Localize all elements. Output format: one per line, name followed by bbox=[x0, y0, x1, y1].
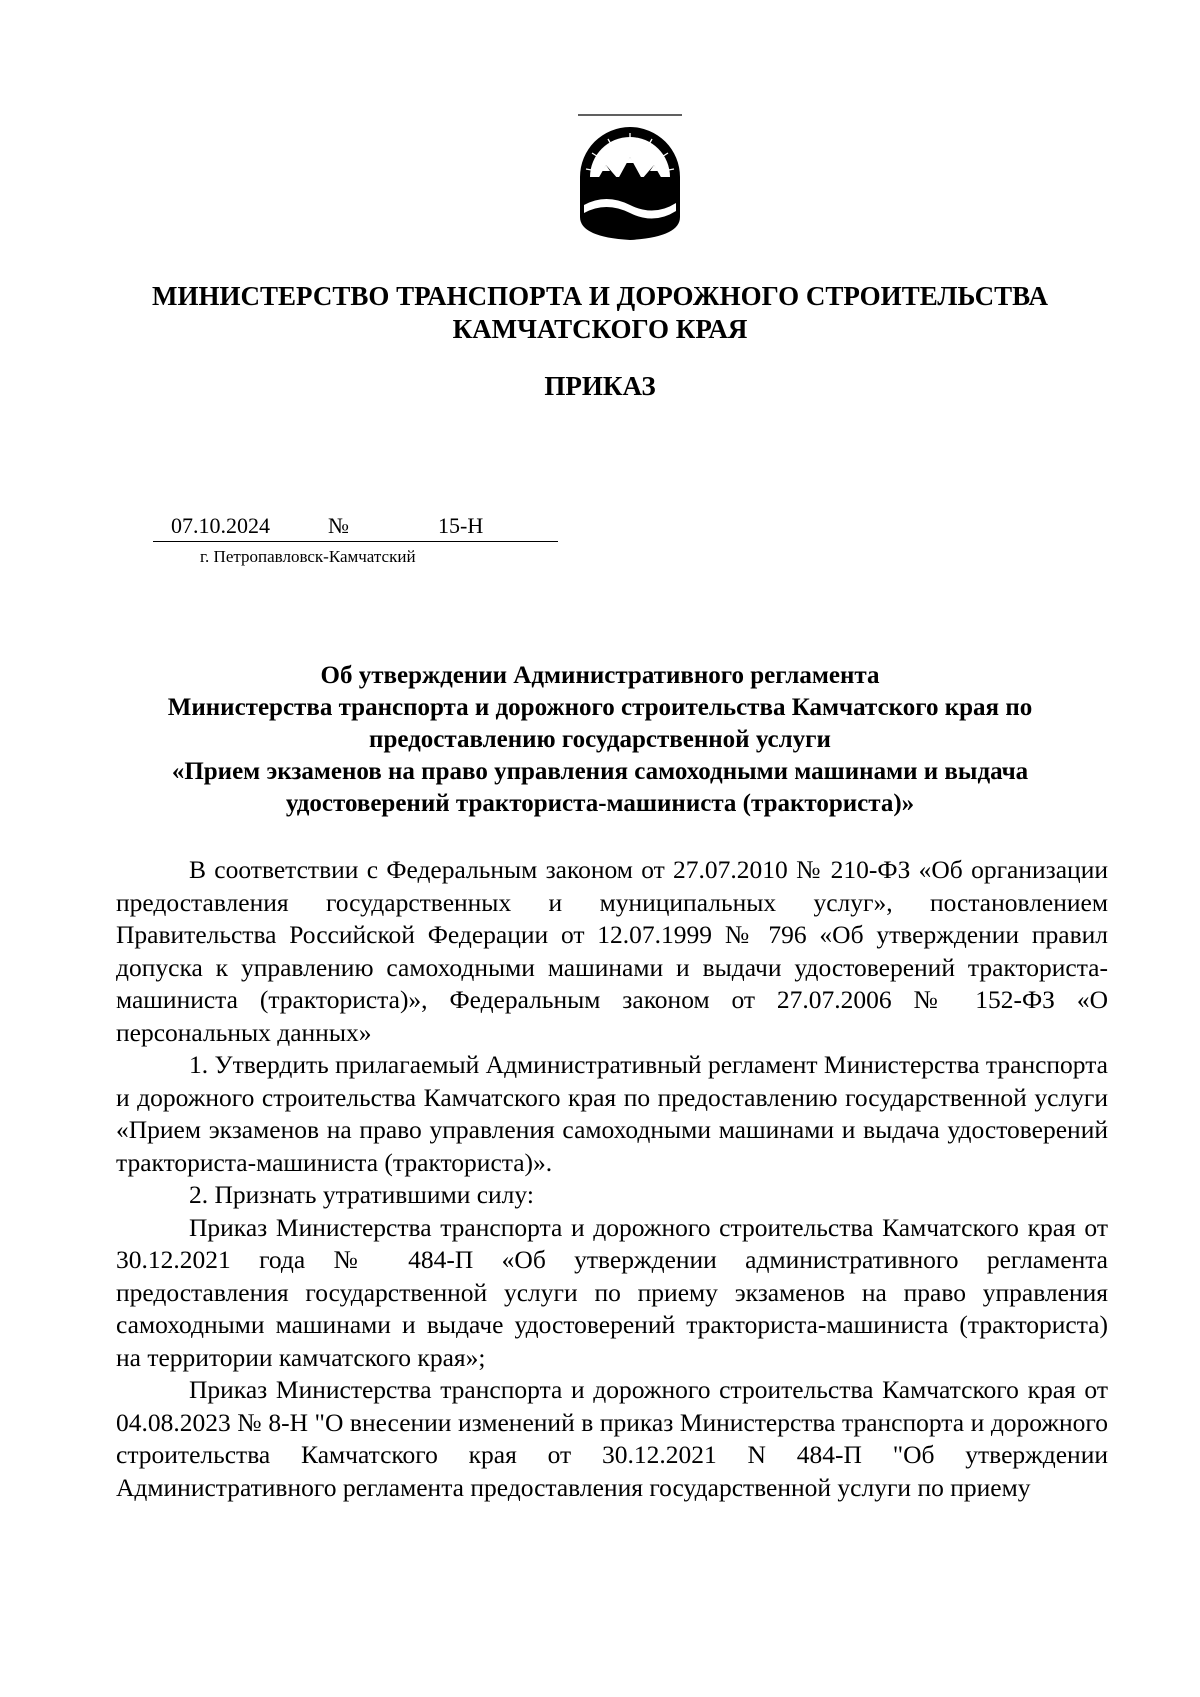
repealed-order-2-paragraph: Приказ Министерства транспорта и дорожного строительства Камчатского края от 04.08.2023 № 8-Н "О внесении изменений в приказ Министерства транспорта и дорожного строительства Камчатского края от 30.12.2021 N 484-П "Об утверждении Административного регламента предоставления государственной услуги по приему bbox=[116, 1375, 1108, 1502]
item-2-paragraph: 2. Признать утратившими силу: bbox=[189, 1180, 534, 1209]
subject-line-1: Об утверждении Административного регламента bbox=[320, 662, 880, 689]
preamble-paragraph: В соответствии с Федеральным законом от 27.07.2010 № 210-ФЗ «Об организации предоставления государственных и муниципальных услуг», постановлением Правительства Российской Федерации от 12.07.1999 № 796 «Об утверждении правил допуска к управлению самоходными машинами и выдачи удостоверений тракториста-машиниста (тракториста)», Федеральным законом от 27.07.2006 № 152-ФЗ «О персональных данных» bbox=[116, 855, 1108, 1047]
ministry-line-1: МИНИСТЕРСТВО ТРАНСПОРТА И ДОРОЖНОГО СТРОИТЕЛЬСТВА bbox=[152, 281, 1048, 311]
item-1-paragraph: 1. Утвердить прилагаемый Административный регламент Министерства транспорта и дорожного строительства Камчатского края по предоставлению государственной услуги «Прием экзаменов на право управления самоходными машинами и выдача удостоверений тракториста-машиниста (тракториста)». bbox=[116, 1050, 1108, 1177]
kamchatka-coat-of-arms-icon bbox=[576, 113, 684, 241]
repealed-order-1-paragraph: Приказ Министерства транспорта и дорожного строительства Камчатского края от 30.12.2021 года № 484-П «Об утверждении административного регламента предоставления государственной услуги по приему экзаменов на право управления самоходными машинами и выдаче удостоверений тракториста-машиниста (тракториста) на территории камчатского края»; bbox=[116, 1212, 1108, 1372]
registration-line bbox=[153, 511, 558, 542]
subject-line-2: Министерства транспорта и дорожного строительства Камчатского края по bbox=[167, 694, 1033, 721]
city: г. Петропавловск-Камчатский bbox=[200, 547, 416, 566]
subject-line-3: предоставлению государственной услуги bbox=[369, 726, 831, 753]
order-subject bbox=[100, 660, 1100, 820]
order-body bbox=[116, 854, 1108, 1504]
ministry-name bbox=[100, 280, 1100, 346]
order-date: 07.10.2024 bbox=[171, 513, 270, 538]
number-sign: № bbox=[328, 513, 349, 538]
order-number: 15-Н bbox=[438, 513, 484, 538]
doc-type: ПРИКАЗ bbox=[544, 371, 656, 401]
ministry-line-2: КАМЧАТСКОГО КРАЯ bbox=[452, 314, 748, 344]
subject-line-4: «Прием экзаменов на право управления самоходными машинами и выдача bbox=[171, 758, 1029, 785]
subject-line-5: удостоверений тракториста-машиниста (тракториста)» bbox=[285, 790, 915, 817]
